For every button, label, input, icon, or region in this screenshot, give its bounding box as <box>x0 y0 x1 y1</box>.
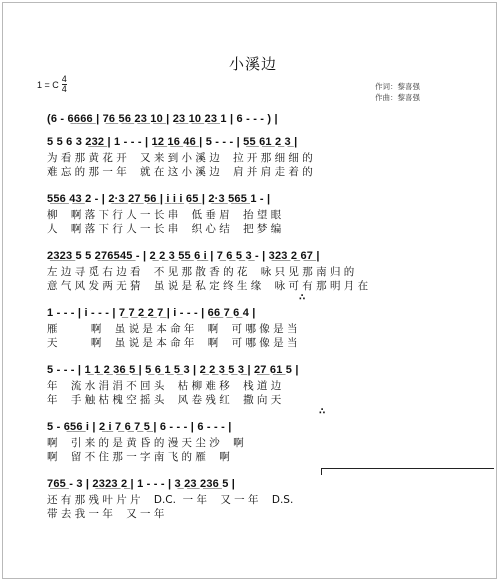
score-line-2 <box>3 189 500 239</box>
intro-notes: (6 - 6̲6̲6̲6̲ | 7̲6̲ 5̲6̲ 2̲3̲ 1̲0̲ | 2̲3̲ 1̲0̲ 2̲3̲ 1 | 6 - - - ) | <box>47 113 278 125</box>
lyrics-verse2-line-3: 意 气 风 发 两 无 猜 虽 说 是 私 定 终 生 缘 咏 可 有 那 明 月 在 <box>47 279 369 292</box>
lyrics-verse1-line-2: 柳 啊 落 下 行 人 一 长 串 低 垂 眉 抬 望 眼 <box>47 208 282 221</box>
notes-line-4: 1 - - - | i - - - | 7̲ 7̲ 2̲ 2̲ 7̲ | i - - - | 6̲6̲ 7̲ 6̲ 4 | <box>47 307 256 319</box>
lyrics-verse2-line-2: 人 啊 落 下 行 人 一 长 串 织 心 结 把 梦 编 <box>47 222 282 235</box>
lyrics-verse2-line-4: 天 啊 虽 说 是 本 命 年 啊 可 哪 像 是 当 <box>47 336 298 349</box>
time-signature <box>62 75 67 94</box>
score-line-4 <box>3 293 500 353</box>
notes-line-5: 5 - - - | 1̲ 1̲ 2̲ 3̲6̲ 5̲ | 5̲ 6̲ 1̲ 5̲ 3 | 2̲ 2̲ 3̲ 5̲ 3̲ | 2̲7̲ 6̲1̲ 5 | <box>47 364 299 376</box>
time-signature-top: 4 <box>61 74 67 84</box>
lyrics-verse1-line-3: 左 边 寻 觅 右 边 看 不 见 那 散 香 的 花 咏 只 见 那 南 归 的 <box>47 265 355 278</box>
notes-line-6: 5 - 6̲5̲6̲ i | 2̲ i̲ 7̲ 6̲ 7̲ 5̲ | 6 - - - | 6 - - - | <box>47 421 232 433</box>
lyrics-verse1-line-7: 还 有 那 残 叶 片 片 D.C. 一 年 又 一 年 D.S. <box>47 493 294 506</box>
score-line-3 <box>3 246 500 296</box>
key-label: 1 = C <box>37 79 59 90</box>
notes-line-2: 5̲5̲6̲ 4̲3̲ 2 - | 2̲·̲3̲ 2̲7̲ 5̲6̲ | i̲ i̲ i̲ 6̲5̲ | 2̲·̲3̲ 5̲6̲5̲ 1 - | <box>47 193 271 205</box>
lyrics-verse2-line-7: 带 去 我 一 年 又 一 年 <box>47 507 165 520</box>
score-line-1 <box>3 132 500 182</box>
notes-line-1: 5 5 6 3 2̲3̲2̲ | 1 - - - | 1̲2̲ 1̲6̲ 4̲6̲ | 5 - - - | 5̲5̲ 6̲1̲ 2̲ 3̲ | <box>47 136 298 148</box>
lyricist-credit: 作词：黎喜强 <box>375 82 420 91</box>
score-line-5 <box>3 360 500 410</box>
lyrics-verse2-line-6: 啊 留 不 住 那 一 字 南 飞 的 雁 啊 <box>47 450 230 463</box>
lyrics-verse2-line-5: 年 手 触 枯 槐 空 摇 头 风 卷 残 红 撒 向 天 <box>47 393 282 406</box>
segno-mark: ∴ <box>299 293 306 303</box>
composer-credit: 作曲：黎喜强 <box>375 93 420 102</box>
coda-mark: ∴ <box>319 407 326 417</box>
score-line-6 <box>3 407 500 467</box>
score-line-7 <box>3 474 500 524</box>
key-signature <box>37 75 67 94</box>
song-title: 小溪边 <box>228 55 277 73</box>
notes-line-7: 7̲6̲5̲ - 3 | 2̲3̲2̲3̲ 2̲ | 1 - - - | 3̲ 2̲3̲ 2̲3̲6̲ 5 | <box>47 478 236 490</box>
lyrics-verse1-line-1: 为 看 那 黄 花 开 又 来 到 小 溪 边 拉 开 那 细 细 的 <box>47 151 313 164</box>
notes-line-3: 2̲3̲2̲3̲ 5 5 2̲7̲6̲5̲4̲5̲ - | 2̲ 2̲ 3̲ 5̲5̲ 6̲ i̲ | 7̲ 6̲ 5̲ 3̲ - | 3̲2̲3̲ 2̲ 6̲7̲ | <box>47 250 320 262</box>
score-sheet <box>2 2 497 579</box>
lyrics-verse2-line-1: 难 忘 的 那 一 年 就 在 这 小 溪 边 肩 并 肩 走 着 的 <box>47 165 313 178</box>
lyrics-verse1-line-5: 年 流 水 涓 涓 不 回 头 枯 柳 难 移 栈 道 边 <box>47 379 282 392</box>
lyrics-verse1-line-4: 雁 啊 虽 说 是 本 命 年 啊 可 哪 像 是 当 <box>47 322 298 335</box>
time-signature-bottom: 4 <box>61 84 67 94</box>
lyrics-verse1-line-6: 啊 引 来 的 是 黄 昏 的 漫 天 尘 沙 啊 <box>47 436 244 449</box>
